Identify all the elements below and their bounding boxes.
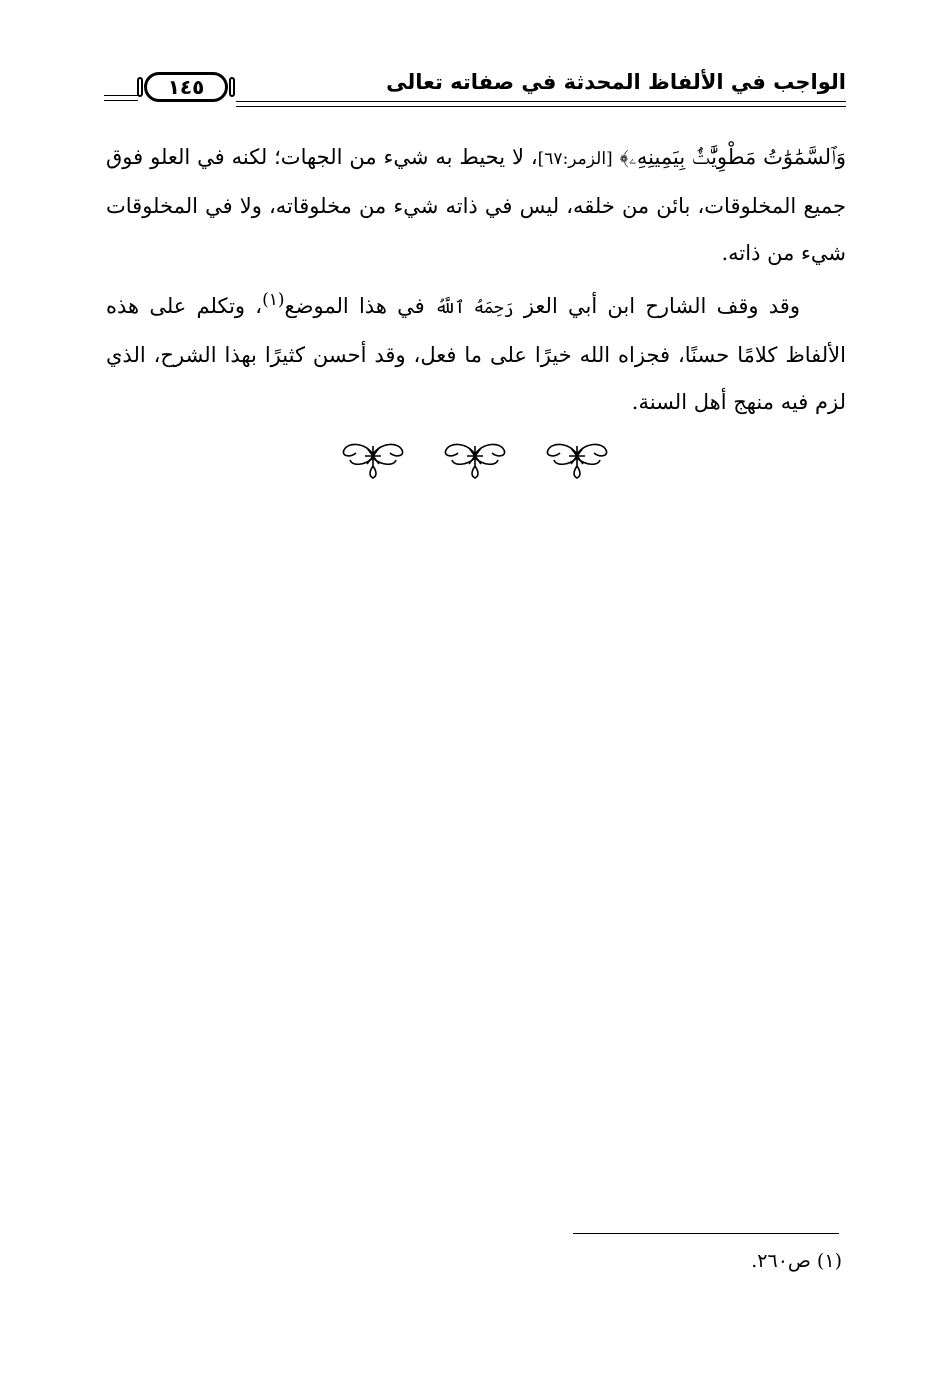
- honorific: رَحِمَهُ ٱللَّهُ: [434, 298, 514, 318]
- ornament-icon: [340, 436, 406, 480]
- page-number: ١٤٥: [144, 72, 228, 102]
- header-rule-left-bottom: [104, 100, 138, 101]
- page-header: [104, 62, 846, 110]
- paragraph-2: [106, 277, 846, 426]
- section-divider: [340, 436, 610, 482]
- footnote-separator: [573, 1233, 839, 1234]
- ornament-icon: [442, 436, 508, 480]
- footnote-marker[interactable]: (١): [262, 290, 285, 310]
- paragraph-1-text: ، لا يحيط به شيء من الجهات؛ لكنه في العلو فوق جميع المخلوقات، بائن من خلقه، ليس في ذاته شيء من مخلوقاته، ولا في المخلوقات شيء من ذاته.: [106, 145, 846, 265]
- header-rule-left-top: [104, 95, 138, 96]
- footnote: (١) ص٢٦٠.: [751, 1250, 842, 1272]
- quran-bracket: ﴾: [619, 145, 629, 169]
- main-text: [106, 134, 846, 426]
- paragraph-2-middle: في هذا الموضع: [284, 294, 425, 318]
- running-title: الواجب في الألفاظ المحدثة في صفاته تعالى: [386, 70, 846, 94]
- header-rule-bottom: [236, 106, 846, 107]
- quran-verse: وَٱلسَّمَٰوَٰتُ مَطْوِيَّٰتٌۢ بِيَمِينِهِۦ: [628, 145, 846, 169]
- paragraph-2-end: ، وتكلم على هذه الألفاظ كلامًا حسنًا، فجزاه الله خيرًا على ما فعل، وقد أحسن كثيرًا بهذا الشرح، الذي لزم فيه منهج أهل السنة.: [106, 294, 846, 414]
- paragraph-2-start: وقد وقف الشارح ابن أبي العز: [523, 294, 800, 318]
- ornament-icon: [544, 436, 610, 480]
- verse-reference: [الزمر:٦٧]: [537, 149, 613, 169]
- header-rule-top: [236, 101, 846, 102]
- paragraph-1: [106, 134, 846, 277]
